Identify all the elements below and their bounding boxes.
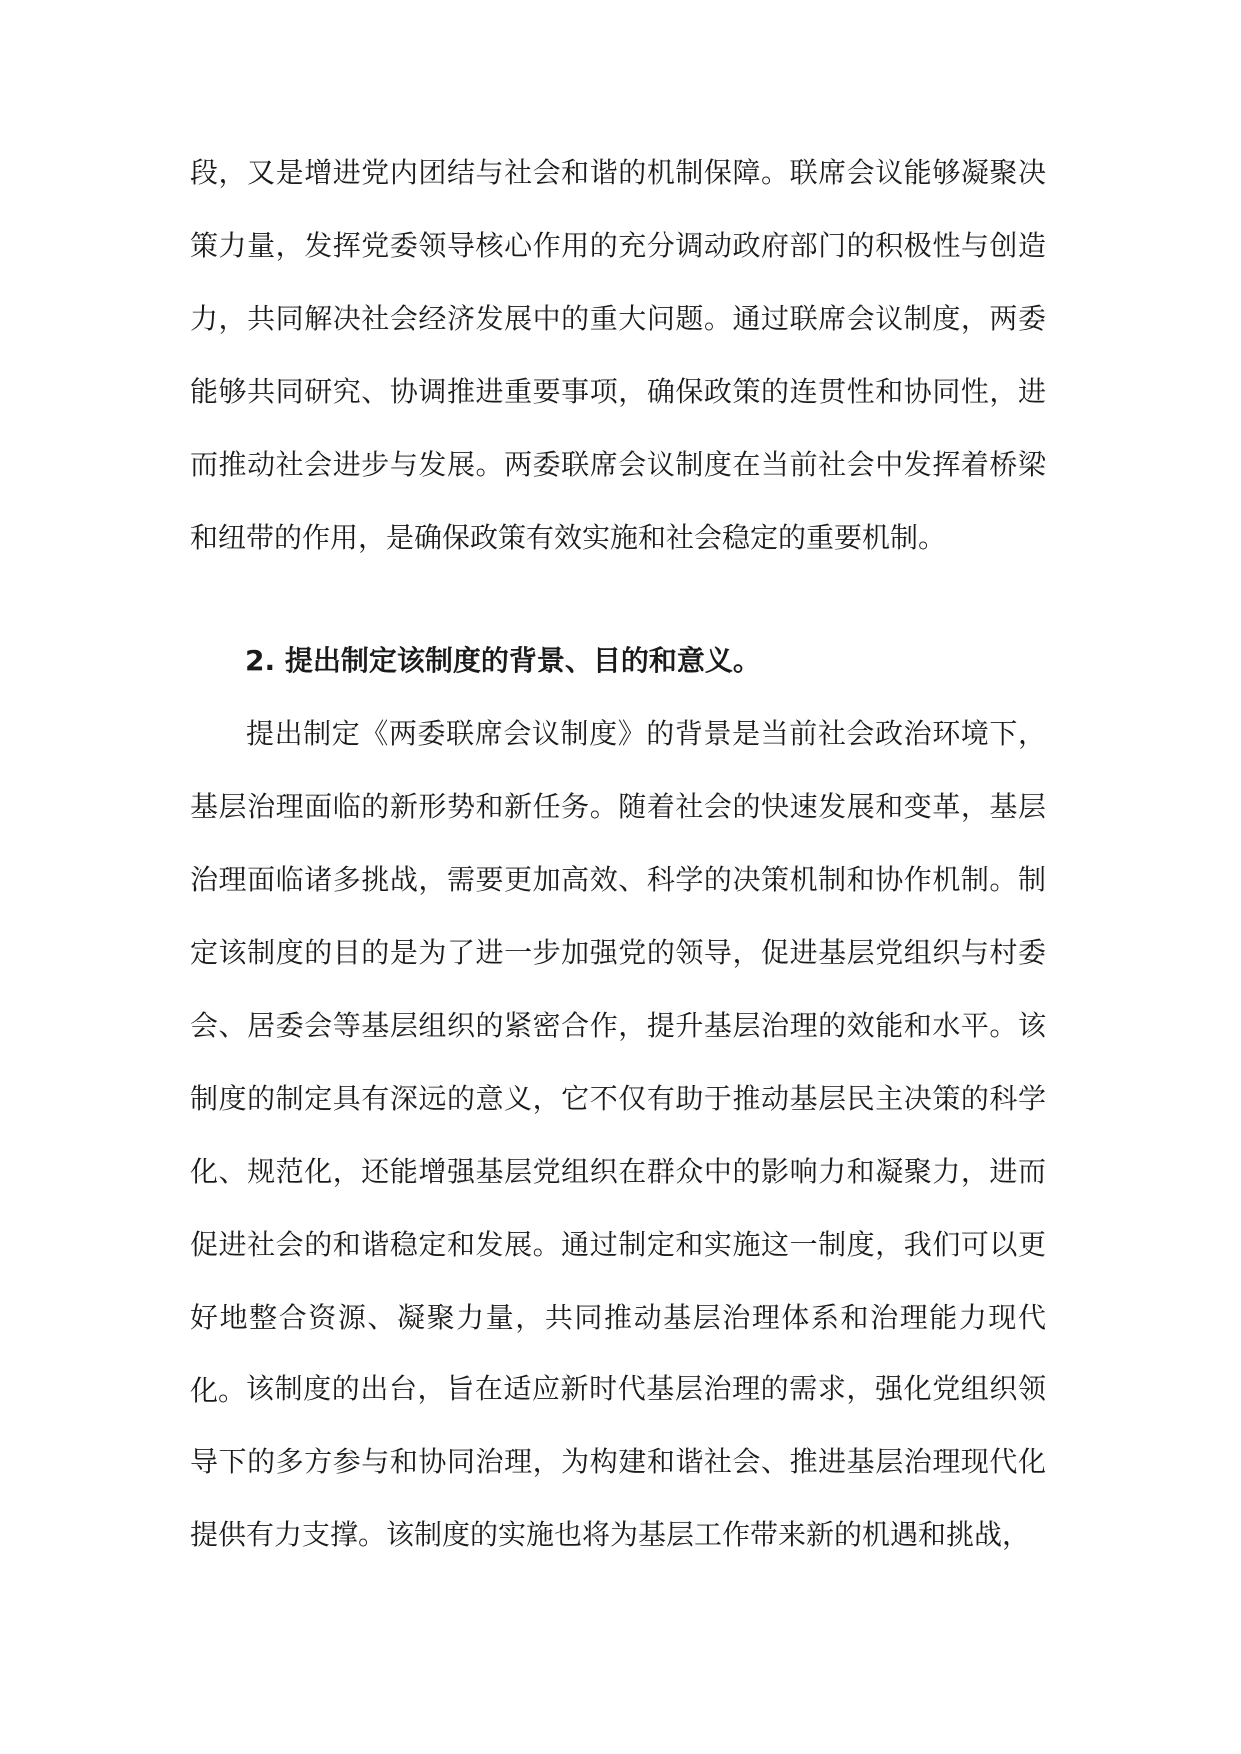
paragraph-continued: 段，又是增进党内团结与社会和谐的机制保障。联席会议能够凝聚决策力量，发挥党委领导核心作用的充分调动政府部门的积极性与创造力，共同解决社会经济发展中的重大问题。通过联席会议制度，两委能够共同研究、协调推进重要事项，确保政策的连贯性和协同性，进而推动社会进步与发展。两委联席会议制度在当前社会中发挥着桥梁和纽带的作用，是确保政策有效实施和社会稳定的重要机制。 <box>190 156 1046 554</box>
paragraph-purpose: 该制度的出台，旨在适应新时代基层治理的需求，强化党组织领导下的多方参与和协同治理，为构建和谐社会、推进基层治理现代化提供有力支撑。该制度的实施也将为基层工作带来新的机遇和挑战， <box>190 1372 1046 1551</box>
section-heading-2: 2. 提出制定该制度的背景、目的和意义。 <box>245 644 761 677</box>
paragraph-background: 提出制定《两委联席会议制度》的背景是当前社会政治环境下，基层治理面临的新形势和新任务。随着社会的快速发展和变革，基层治理面临诸多挑战，需要更加高效、科学的决策机制和协作机制。制定该制度的目的是为了进一步加强党的领导，促进基层党组织与村委会、居委会等基层组织的紧密合作，提升基层治理的效能和水平。该制度的制定具有深远的意义，它不仅有助于推动基层民主决策的科学化、规范化，还能增强基层党组织在群众中的影响力和凝聚力，进而促进社会的和谐稳定和发展。通过制定和实施这一制度，我们可以更好地整合资源、凝聚力量，共同推动基层治理体系和治理能力现代化。 <box>190 717 1046 1407</box>
